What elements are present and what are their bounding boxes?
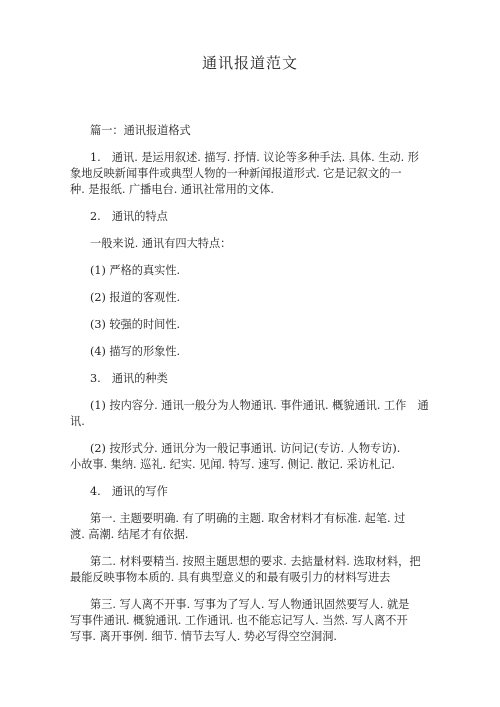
paragraph-line: (1) 按内容分. 通讯一般分为人物通讯. 事件通讯. 概貌通讯. 工作 通	[90, 399, 429, 412]
paragraph-line: 第二. 材料要精当. 按照主题思想的要求. 去掂量材料. 选取材料，把	[90, 555, 421, 568]
paragraph-line: 1. 通讯. 是运用叙述. 描写. 抒情. 议论等多种手法. 具体. 生动. 形	[90, 151, 419, 164]
paragraph-line: 渡. 高潮. 结尾才有依据.	[70, 528, 189, 541]
list-item: (1) 严格的真实性.	[90, 264, 181, 277]
paragraph-line: 一般来说. 通讯有四大特点：	[90, 237, 232, 250]
paragraph-line: 小故事. 集纳. 巡礼. 纪实. 见闻. 特写. 速写. 侧记. 散记. 采访札记.	[70, 458, 395, 471]
list-item: (4) 描写的形象性.	[90, 345, 181, 358]
paragraph-line: 第一. 主题要明确. 有了明确的主题. 取舍材料才有标准. 起笔. 过	[90, 512, 406, 525]
list-item: (2) 报道的客观性.	[90, 291, 181, 304]
paragraph-line: 象地反映新闻事件或典型人物的一种新闻报道形式. 它是记叙文的一	[70, 167, 402, 180]
paragraph-line: (2) 按形式分. 通讯分为一般记事通讯. 访问记(专访. 人物专访).	[90, 442, 401, 455]
paragraph-line: 第三. 写人离不开事. 写事为了写人. 写人物通讯固然要写人. 就是	[90, 598, 410, 611]
paragraph-line: 最能反映事物本质的. 具有典型意义的和最有吸引力的材料写进去	[70, 571, 391, 584]
subheading-types: 3. 通讯的种类	[90, 372, 168, 385]
subheading-features: 2. 通讯的特点	[90, 210, 168, 223]
paragraph-line: 种. 是报纸. 广播电台. 通讯社常用的文体.	[70, 183, 274, 196]
paragraph-line: 写事件通讯. 概貌通讯. 工作通讯. 也不能忘记写人. 当然. 写人离不开	[70, 614, 408, 627]
document-title: 通讯报道范文	[201, 54, 298, 72]
section-heading: 篇一：通讯报道格式	[90, 124, 191, 137]
paragraph-line: 写事. 离开事例. 细节. 情节去写人. 势必写得空空洞洞.	[70, 630, 337, 643]
paragraph-line: 讯.	[70, 415, 85, 428]
list-item: (3) 较强的时间性.	[90, 318, 181, 331]
subheading-writing: 4. 通讯的写作	[90, 485, 168, 498]
